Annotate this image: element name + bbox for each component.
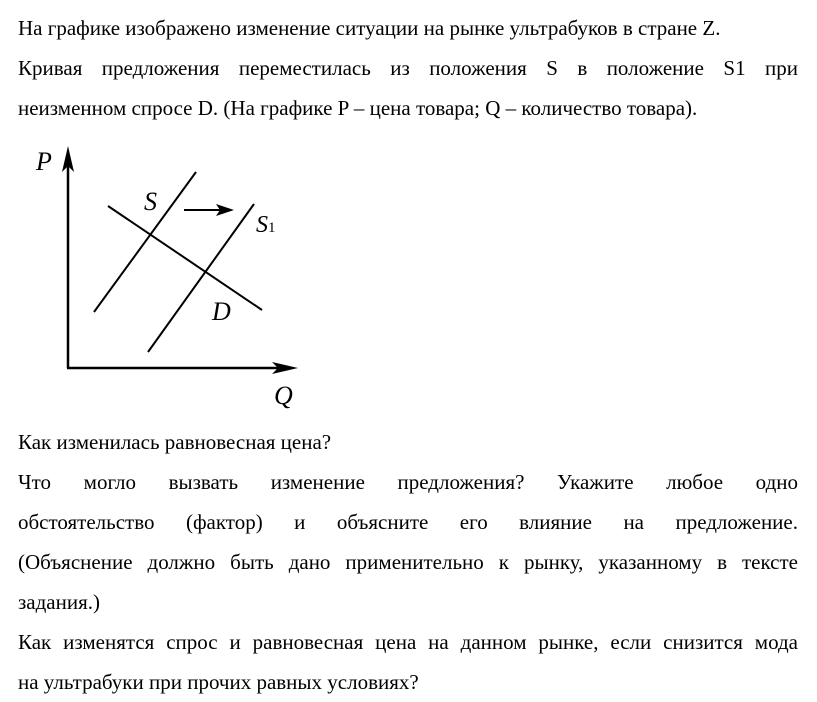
- question-2-line-2: обстоятельство (фактор) и объясните его влияние на предложение.: [18, 510, 798, 534]
- supply-curve-s1: [148, 204, 254, 352]
- supply-label-s: S: [144, 187, 157, 216]
- y-axis-label: P: [36, 147, 52, 176]
- supply-demand-graph: [30, 140, 310, 415]
- question-2-line-4: задания.): [18, 590, 101, 614]
- task-intro: [18, 8, 798, 128]
- question-2-line-3: (Объяснение должно быть дано применительно к рынку, указанному в тексте: [18, 550, 798, 574]
- questions-block: [18, 422, 798, 702]
- intro-line-1: На графике изображено изменение ситуации на рынке ультрабуков в стране Z.: [18, 16, 721, 40]
- demand-label-d: D: [212, 297, 231, 326]
- intro-line-2: Кривая предложения переместилась из положения S в положение S1 при: [18, 56, 798, 80]
- demand-curve-d: [108, 206, 262, 310]
- intro-line-3: неизменном спросе D. (На графике P – цена товара; Q – количество товара).: [18, 96, 698, 120]
- question-3-line-1: Как изменятся спрос и равновесная цена на данном рынке, если снизится мода: [18, 630, 798, 654]
- question-1: Как изменилась равновесная цена?: [18, 430, 332, 454]
- x-axis-label: Q: [274, 381, 293, 410]
- supply-label-s1: S1: [256, 212, 276, 238]
- question-3-line-2: на ультрабуки при прочих равных условиях?: [18, 670, 419, 694]
- question-2-line-1: Что могло вызвать изменение предложения? Укажите любое одно: [18, 470, 798, 494]
